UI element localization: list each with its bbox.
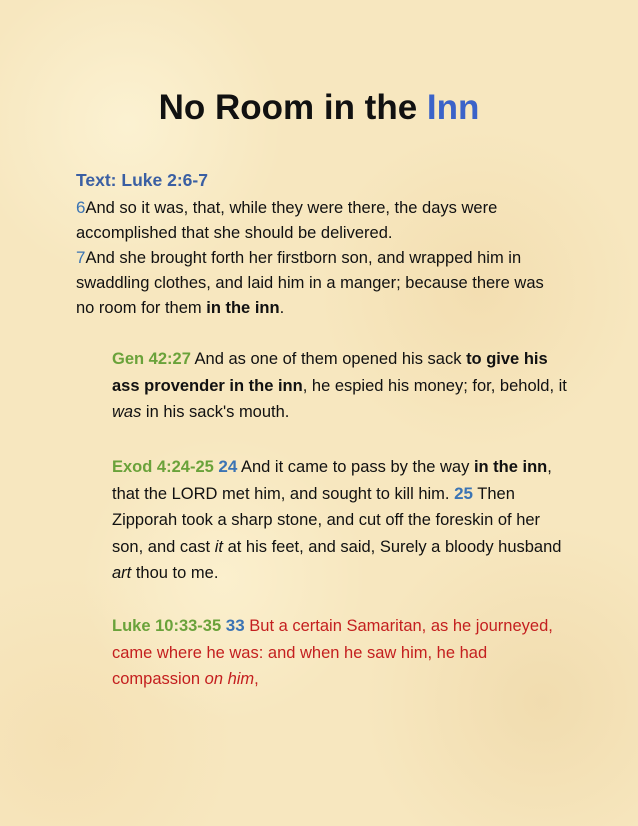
luke-verse-33: 33 (225, 616, 245, 635)
gen-text-2: , he espied his money; for, behold, it (302, 376, 567, 395)
gen-italic: was (112, 403, 142, 421)
title-main: No Room in the (158, 88, 427, 127)
gen-text-3: in his sack's mouth. (141, 403, 290, 421)
verse-7-number: 7 (76, 248, 86, 267)
verse-7-bold: in the inn (206, 299, 280, 317)
verse-7-text: And she brought forth her firstborn son, and wrapped him in swaddling clothes, and laid him in a manger; because there was no room for them (76, 249, 544, 317)
luke-text-2: , (254, 670, 259, 688)
luke-reference: Luke 10:33-35 (112, 617, 222, 635)
exod-bold: in the inn (473, 458, 548, 476)
verse-6-text: And so it was, that, while they were there, the days were accomplished that she should be delivered. (76, 199, 498, 242)
exod-italic-1: it (214, 537, 223, 556)
verse-6 (76, 195, 556, 246)
gen-bold: to give his ass provender in the inn (112, 350, 548, 395)
exod-text-1: And it came to pass by the way (237, 458, 474, 476)
exod-text-3: Then Zipporah took a sharp stone, and cut off the foreskin of her son, and cast (112, 484, 541, 556)
luke-text-1: But a certain Samaritan, as he journeyed, came where he was: and when he saw him, he had compassion (112, 617, 553, 688)
text-reference: Text: Luke 2:6-7 (76, 170, 208, 190)
luke-italic: on him (204, 670, 255, 688)
verse-6-number: 6 (76, 198, 86, 217)
verse-7 (76, 245, 556, 321)
exod-passage (112, 454, 567, 587)
page-title (0, 88, 638, 128)
exod-italic-2: art (112, 564, 132, 582)
luke-passage (112, 613, 567, 693)
exod-verse-24: 24 (218, 457, 238, 476)
title-accent: Inn (426, 88, 480, 127)
gen-passage (112, 346, 567, 426)
exod-text-4: at his feet, and said, Surely a bloody husband (222, 537, 562, 556)
exod-text-2: , that the LORD met him, and sought to kill him. (112, 458, 552, 503)
gen-text-1: And as one of them opened his sack (190, 350, 467, 368)
exod-verse-25: 25 (454, 483, 473, 503)
gen-reference: Gen 42:27 (112, 350, 191, 368)
exod-reference: Exod 4:24-25 (112, 458, 214, 476)
exod-text-5: thou to me. (131, 564, 219, 582)
verse-7-end: . (279, 299, 285, 317)
